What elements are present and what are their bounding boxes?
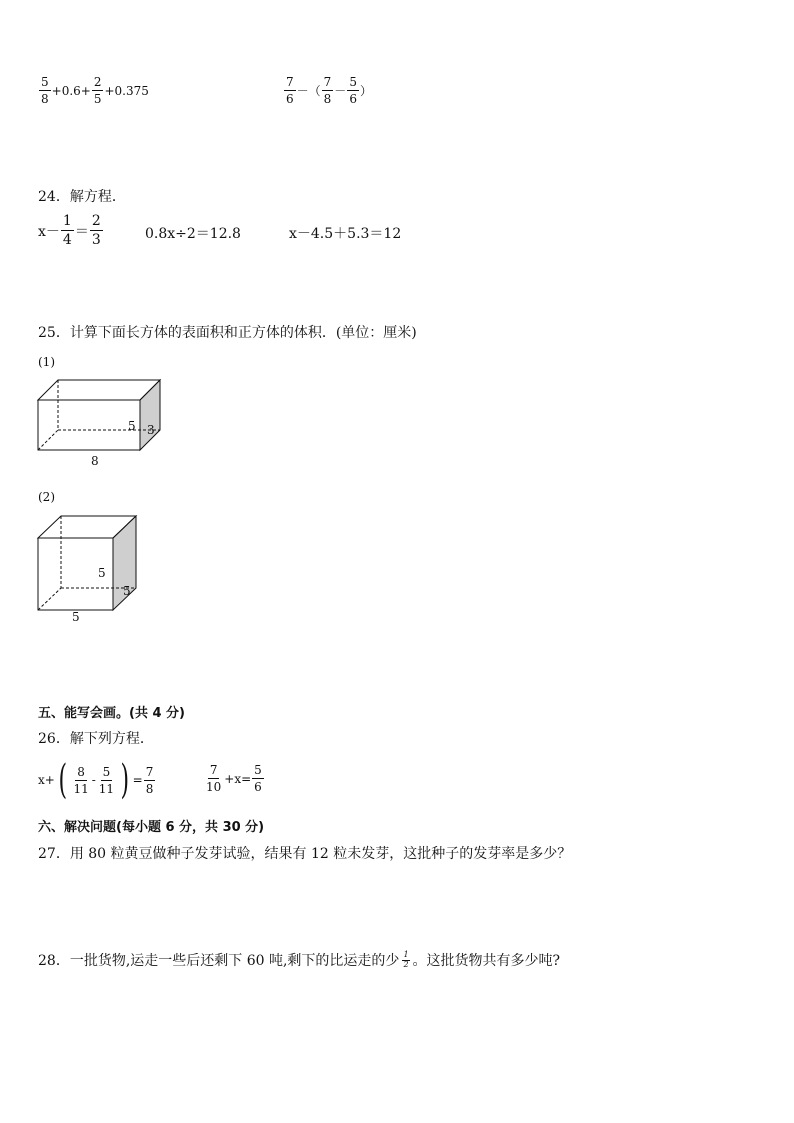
q24-equation-3: x－4.5＋5.3＝12: [289, 226, 402, 242]
fraction: $\frac{1}{4}$: [62, 213, 72, 248]
cuboid-front-face: [38, 400, 140, 450]
fraction: $\frac{7}{10}$: [206, 763, 222, 794]
figure-label-2: (2): [38, 490, 55, 504]
question-24-title: 24．解方程．: [38, 189, 126, 205]
fraction: $\frac{5}{6}$: [254, 763, 262, 794]
question-27-text: 27．用 80 粒黄豆做种子发芽试验，结果有 12 粒未发芽，这批种子的发芽率是多少？: [38, 846, 572, 862]
cuboid-width-label: 5: [128, 419, 136, 433]
fraction: $\frac{7}{8}$: [323, 75, 332, 106]
fraction: $\frac{5}{8}$: [41, 75, 49, 106]
cube-bottom-label: 5: [72, 610, 80, 624]
cube-depth-label: 5: [98, 566, 106, 580]
q26-equation-2: $\frac{7}{10}$ +x= $\frac{5}{6}$: [206, 763, 262, 794]
cuboid-top-face: [38, 380, 160, 400]
fraction: $\frac{7}{6}$: [286, 75, 294, 106]
cube-figure: [30, 508, 145, 628]
fraction: $\frac{7}{8}$: [145, 764, 154, 796]
cube-hidden-edge: [38, 588, 61, 610]
q24-equation-1: x－ $\frac{1}{4}$ ＝ $\frac{2}{3}$: [38, 213, 101, 248]
section-6-heading: 六、解决问题(每小题 6 分，共 30 分): [38, 820, 265, 835]
cuboid-length-label: 8: [91, 454, 99, 468]
q24-equation-2: 0.8x÷2＝12.8: [145, 226, 241, 242]
figure-label-1: (1): [38, 355, 55, 369]
cuboid-hidden-edge: [38, 430, 58, 450]
fraction: $\frac{8}{11}$: [73, 764, 89, 796]
section-5-heading: 五、能写会画。(共 4 分): [38, 706, 185, 721]
fraction: $\frac{5}{6}$: [349, 75, 357, 106]
fraction: $\frac{1}{2}$: [403, 950, 409, 969]
fraction: $\frac{2}{5}$: [93, 75, 102, 106]
cuboid-figure: [30, 372, 175, 472]
calc-expression-2: $\frac{7}{6}$ －（ $\frac{7}{8}$ － $\frac{5}{6}$ ）: [286, 75, 372, 106]
fraction: $\frac{5}{11}$: [98, 764, 115, 796]
question-28-text: 28．一批货物,运走一些后还剩下 60 吨,剩下的比运走的少 $\frac{1}{2}$ 。这批货物共有多少吨?: [38, 950, 561, 969]
question-26-title: 26．解下列方程．: [38, 731, 154, 747]
left-paren: (: [58, 757, 67, 803]
question-25-title: 25．计算下面长方体的表面积和正方体的体积．(单位：厘米): [38, 325, 417, 341]
calc-expression-1: $\frac{5}{8}$ +0.6+ $\frac{2}{5}$ +0.375: [41, 75, 149, 106]
right-paren: ): [120, 757, 130, 803]
cube-right-label: 5: [123, 584, 131, 598]
q26-equation-1: x+ ( $\frac{8}{11}$ - $\frac{5}{11}$ ) = $\frac{7}{8}$: [38, 757, 154, 803]
fraction: $\frac{2}{3}$: [91, 213, 101, 248]
cuboid-height-label: 3: [147, 423, 155, 437]
